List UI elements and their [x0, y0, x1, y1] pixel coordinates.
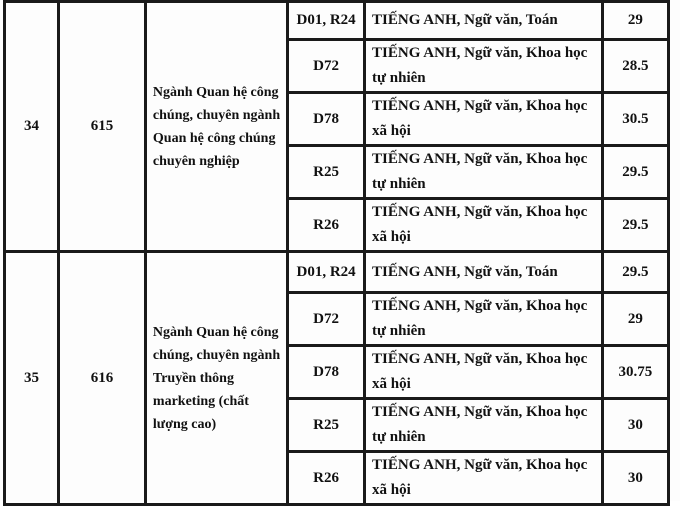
cutoff-score: 30.75	[602, 346, 668, 399]
subject-combo-subjects: TIẾNG ANH, Ngữ văn, Toán	[365, 252, 603, 293]
subject-combo-code: D78	[288, 93, 365, 146]
subject-combo-code: D01, R24	[288, 2, 365, 40]
subject-combo-subjects: TIẾNG ANH, Ngữ văn, Khoa học tự nhiên	[365, 399, 603, 452]
subject-combo-subjects: TIẾNG ANH, Ngữ văn, Khoa học tự nhiên	[365, 293, 603, 346]
subject-combo-subjects: TIẾNG ANH, Ngữ văn, Khoa học xã hội	[365, 346, 603, 399]
subject-combo-code: D72	[288, 293, 365, 346]
row-number-cell: 34	[5, 2, 59, 252]
major-code-cell: 616	[58, 252, 145, 505]
table-row	[5, 252, 669, 293]
cutoff-score: 30	[602, 452, 668, 505]
major-name: Ngành Quan hệ công chúng, chuyên ngành Quan hệ công chúng chuyên nghiệp	[152, 84, 281, 169]
major-name-cell	[145, 252, 287, 505]
subject-combo-code: R26	[288, 452, 365, 505]
cutoff-score: 29.5	[602, 199, 668, 252]
subject-combo-subjects: TIẾNG ANH, Ngữ văn, Toán	[365, 2, 603, 40]
subject-combo-subjects: TIẾNG ANH, Ngữ văn, Khoa học xã hội	[365, 452, 603, 505]
cutoff-score: 29.5	[602, 252, 668, 293]
subject-combo-subjects: TIẾNG ANH, Ngữ văn, Khoa học tự nhiên	[365, 146, 603, 199]
cutoff-score: 29	[602, 2, 668, 40]
major-code-cell: 615	[58, 2, 145, 252]
cutoff-score: 29	[602, 293, 668, 346]
subject-combo-code: D72	[288, 40, 365, 93]
row-number-cell: 35	[5, 252, 59, 505]
major-name-cell	[145, 2, 287, 252]
cutoff-score: 30.5	[602, 93, 668, 146]
cutoff-score: 29.5	[602, 146, 668, 199]
subject-combo-code: D78	[288, 346, 365, 399]
cutoff-score: 30	[602, 399, 668, 452]
subject-combo-code: R25	[288, 146, 365, 199]
subject-combo-subjects: TIẾNG ANH, Ngữ văn, Khoa học xã hội	[365, 93, 603, 146]
subject-combo-code: R25	[288, 399, 365, 452]
table-row	[5, 2, 669, 40]
subject-combo-code: R26	[288, 199, 365, 252]
subject-combo-subjects: TIẾNG ANH, Ngữ văn, Khoa học xã hội	[365, 199, 603, 252]
subject-combo-subjects: TIẾNG ANH, Ngữ văn, Khoa học tự nhiên	[365, 40, 603, 93]
admission-score-table	[3, 0, 670, 506]
cutoff-score: 28.5	[602, 40, 668, 93]
subject-combo-code: D01, R24	[288, 252, 365, 293]
major-name: Ngành Quan hệ công chúng, chuyên ngành Truyền thông marketing (chất lượng cao)	[152, 324, 281, 432]
